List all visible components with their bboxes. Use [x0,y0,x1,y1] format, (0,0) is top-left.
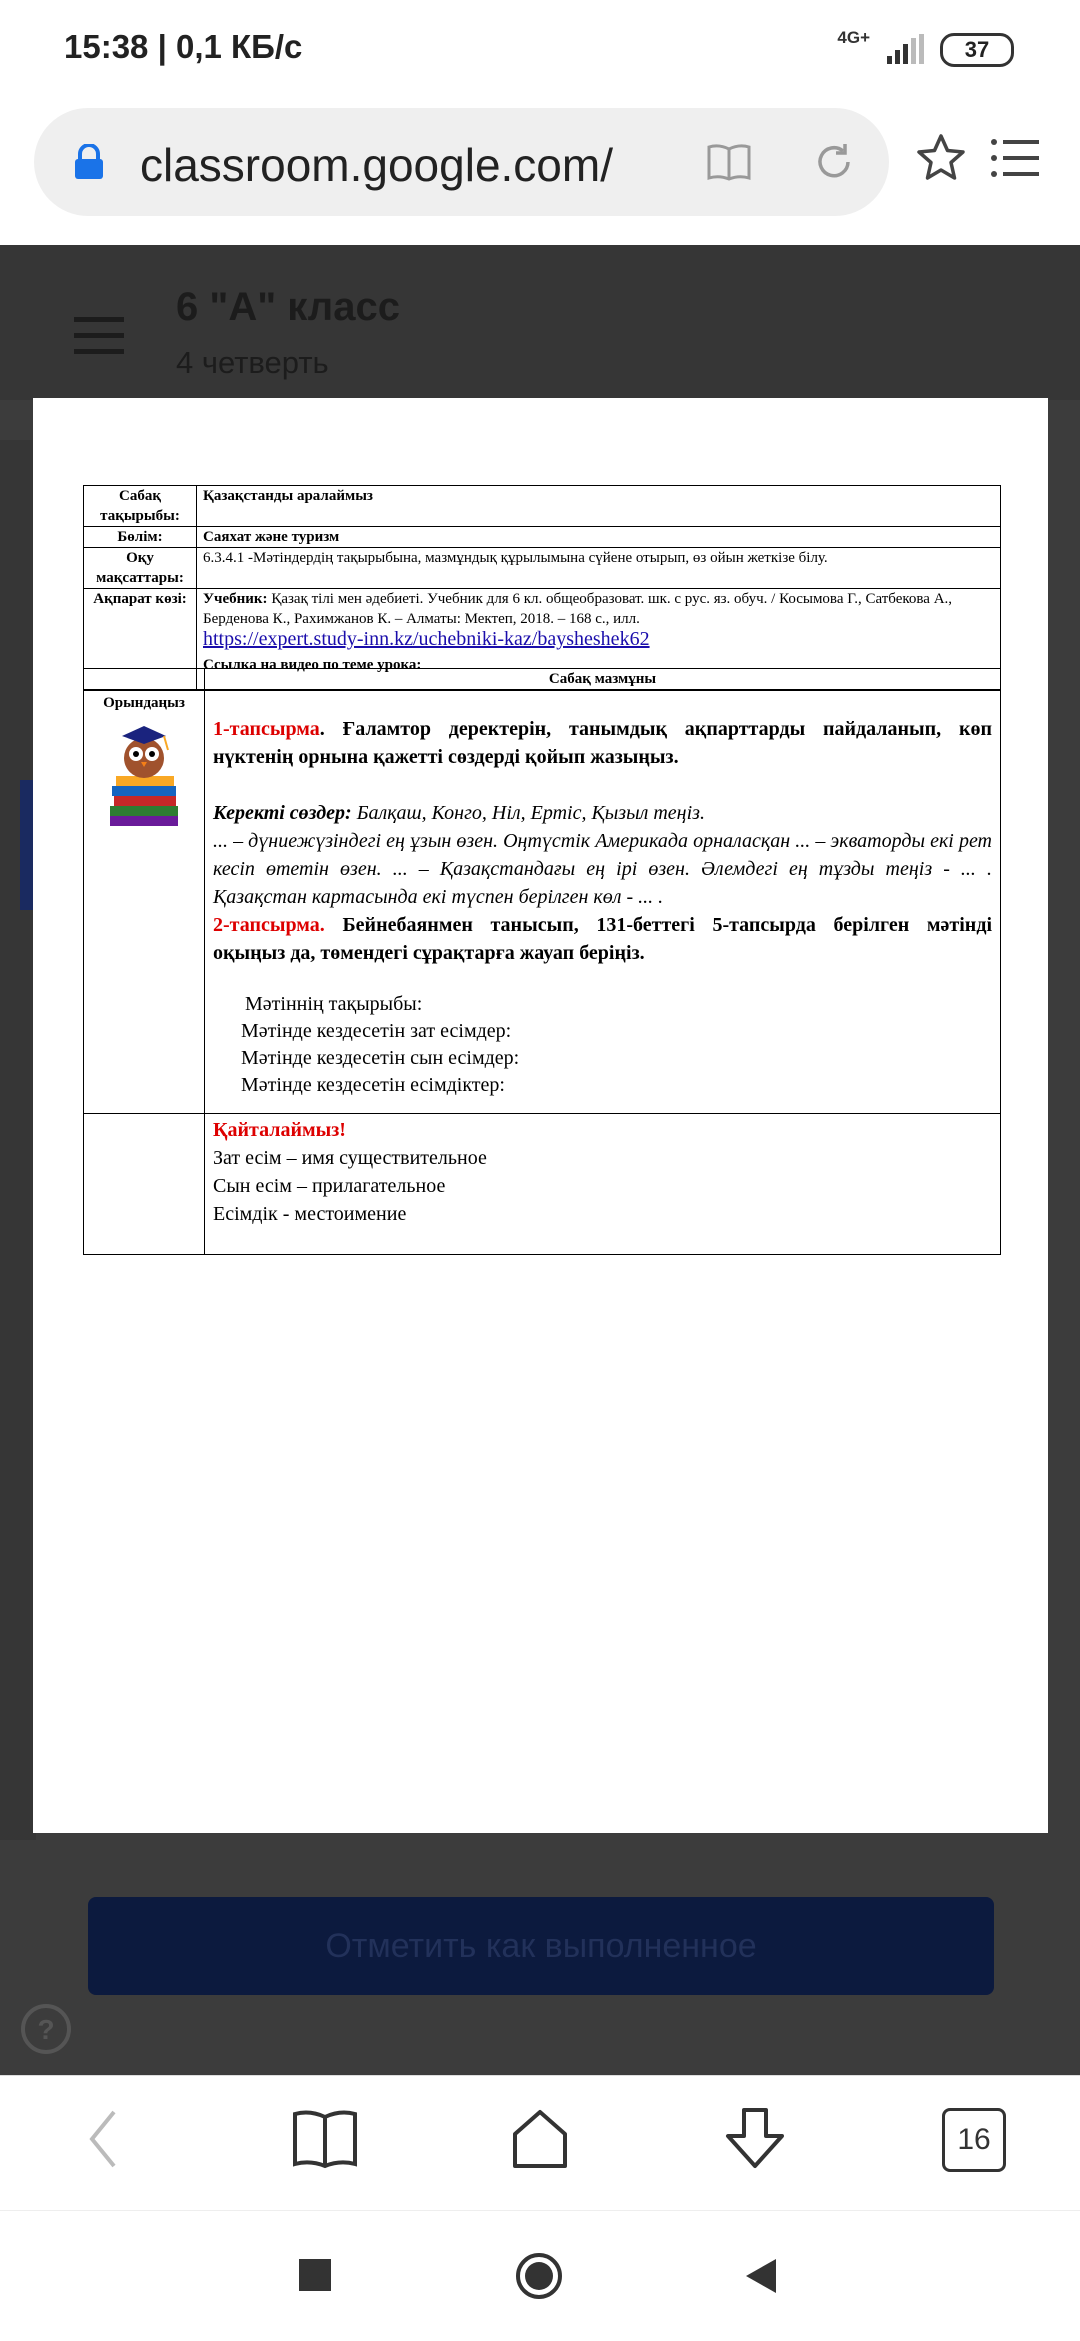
reload-icon[interactable] [812,140,856,184]
table-row [84,486,1001,527]
table-row [84,669,1001,691]
home-nav-icon[interactable] [514,2251,564,2301]
question-item: Мәтінде кездесетін сын есімдер: [241,1047,520,1069]
document-viewer[interactable] [33,398,1048,1833]
textbook-text: Қазақ тілі мен әдебиеті. Учебник для 6 кл. общеобразоват. шк. с рус. яз. обуч. / Косымова Г., Сатбекова А., Берденова К., Рахимжанов К. – Алматы: Мектеп, 2018. – 168 с., илл. [203,591,953,627]
questions-list [213,991,992,1099]
hamburger-icon[interactable] [74,317,124,355]
url-text[interactable]: classroom.google.com/ [140,139,613,191]
svg-text:?: ? [37,2014,55,2045]
browser-toolbar [0,100,1080,245]
lesson-info-table [83,485,1001,690]
recents-icon[interactable] [299,2259,331,2291]
classroom-app-bar [0,245,1080,400]
side-cell [84,691,205,1114]
question-item: Мәтінде кездесетін зат есімдер: [241,1020,512,1042]
task2-label: 2-тапсырма. [213,914,325,936]
address-bar[interactable] [34,108,889,216]
info-value: Саяхат және туризм [197,527,1001,548]
words-block [213,799,992,827]
background-accent [20,780,34,910]
browser-bottom-toolbar [0,2075,1080,2211]
home-icon[interactable] [505,2104,575,2174]
repeat-line: Сын есім – прилагательное [213,1175,446,1197]
words-list: Балқаш, Конго, Ніл, Ертіс, Қызыл теңіз. [356,802,705,824]
textbook-link[interactable]: https://expert.study-inn.kz/uchebniki-kaz/baysheshek62 [203,628,650,650]
info-label: Оқу мақсаттары: [84,548,197,589]
table-row [84,691,1001,1114]
status-bar [0,0,1080,100]
question-item: Мәтіннің тақырыбы: [245,993,423,1015]
class-title: 6 "А" класс [176,285,400,329]
task1-block: 1-тапсырма. Ғаламтор деректерін, танымдық ақпарттарды пайдаланып, көп нүктенің орнына қажетті сөздерді қойып жазыңыз. [213,718,992,768]
task1-text: Ғаламтор деректерін, танымдық ақпарттарды пайдаланып, көп нүктенің орнына қажетті сөздерді қойып жазыңыз. [213,718,992,768]
reader-mode-icon[interactable] [706,142,752,182]
repeat-cell [205,1114,1001,1255]
task1-body: ... – дүниежүзіндегі ең ұзын өзен. Оңтүстік Америкада орналасқан ... – экваторды екі рет кесіп өтетін өзен. ... – Қазақстандағы ең ірі өзен. Әлемдегі ең тұзды теңіз - ... . Қазақстан картасында екі түспен берілген көл - ... . [213,830,992,908]
battery-indicator: 37 [940,33,1014,67]
back-nav-icon[interactable] [744,2257,778,2295]
tab-switcher-button[interactable]: 16 [942,2108,1006,2172]
help-icon[interactable] [20,2003,72,2055]
repeat-line: Есімдік - местоимение [213,1203,407,1225]
textbook-label: Учебник: [203,591,268,607]
info-label: Бөлім: [84,527,197,548]
table-row [84,1114,1001,1255]
words-label: Керекті сөздер: [213,802,352,824]
tasks-cell [205,691,1001,1114]
repeat-line: Зат есім – имя существительное [213,1147,487,1169]
class-subtitle: 4 четверть [176,345,329,380]
signal-icon [885,34,925,64]
owl-books-illustration [104,720,184,830]
info-value: Қазақстанды аралаймыз [197,486,1001,527]
background-card [0,440,36,1840]
download-icon[interactable] [720,2104,790,2174]
back-icon[interactable] [70,2104,140,2174]
blank-cell [84,1114,205,1255]
lesson-content-table [83,668,1001,1255]
info-label: Ақпарат көзі: [84,589,197,690]
info-label: Сабақ тақырыбы: [84,486,197,527]
task2-text: Бейнебаянмен танысып, 131-беттегі 5-тапсырда берілген мәтінді оқыңыз да, төмендегі сұрақтарға жауап беріңіз. [213,914,993,964]
table-row [84,527,1001,548]
bookmarks-icon[interactable] [290,2104,360,2174]
header-blank [84,669,205,691]
info-value: 6.3.4.1 -Мәтіндердің тақырыбына, мазмұндық құрылымына сүйене отырып, өз ойын жеткізе білу. [197,548,1001,589]
table-row [84,548,1001,589]
video-link-label: Ссылка на видео по теме урока: [203,657,422,673]
system-navigation-bar [0,2210,1080,2341]
question-item: Мәтінде кездесетін есімдіктер: [241,1074,505,1096]
mark-done-button[interactable]: Отметить как выполненное [88,1897,994,1995]
bookmark-star-icon[interactable] [915,132,967,184]
status-time: 15:38 | 0,1 КБ/с [64,28,303,65]
side-label: Орындаңыз [103,695,185,711]
lock-icon [72,144,106,180]
task1-label: 1-тапсырма [213,718,320,740]
content-header: Сабақ мазмұны [205,669,1001,691]
task2-block [213,911,992,967]
repeat-label: Қайталаймыз! [213,1119,346,1141]
menu-icon[interactable] [990,138,1040,178]
network-type: 4G+ [837,28,870,47]
